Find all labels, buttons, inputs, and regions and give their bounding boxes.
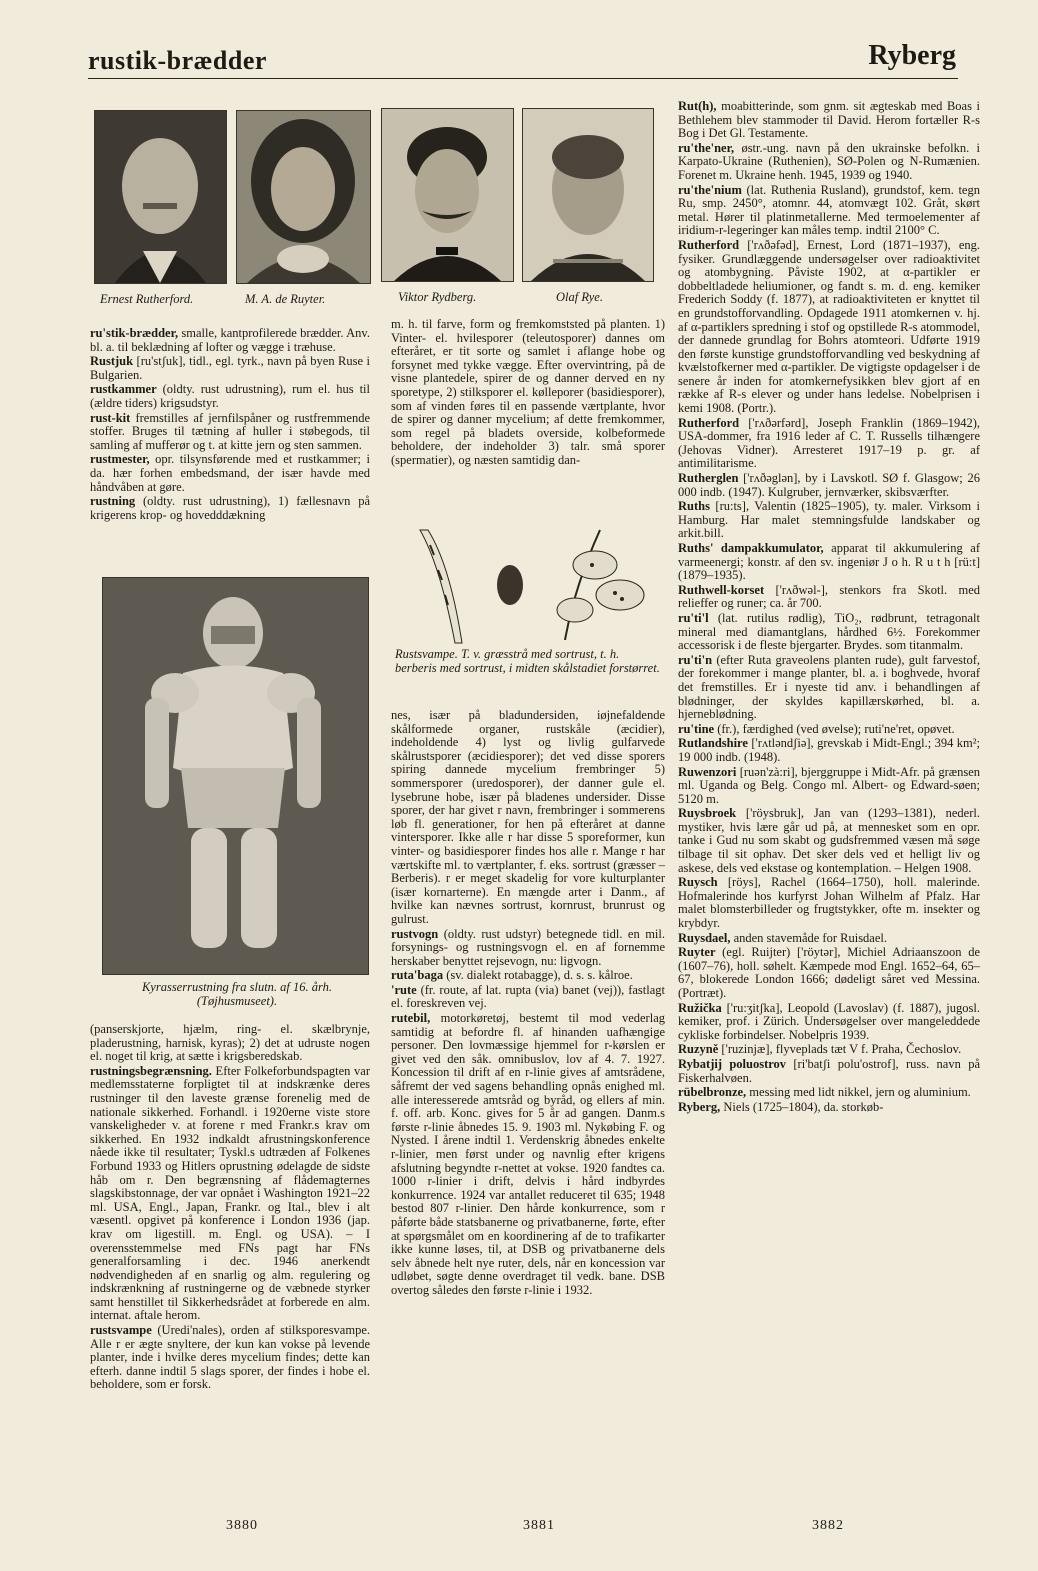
portrait-rutherford-image xyxy=(95,111,226,283)
page-number-right: 3882 xyxy=(812,1518,844,1533)
column-mid-bottom xyxy=(391,709,665,1299)
page-header-left: rustik-brædder xyxy=(88,46,267,75)
entry-rutine: ru'tine (fr.), færdighed (ved øvelse); ruti'ne'ret, opøvet. xyxy=(678,721,955,736)
armor-image xyxy=(103,578,368,974)
entry-rust-kit: rust-kit fremstilles af jernfilspåner og rustfremmende stoffer. Bruges til tætning af huller i støbegods, til samling af mufferør og t. at kitte jern og sten sammen. xyxy=(90,410,370,452)
entry-ruths: Ruths [ru:ts], Valentin (1825–1905), ty. maler. Virksom i Hamburg. Har malet stemningsfulde landskaber og arkit.bill. xyxy=(678,499,980,541)
entry-rustvogn: rustvogn (oldty. rust udstyr) betegnede tidl. en mil. forsynings- og rustningsvogn el. en af fornemme herskaber benyttet rejsevogn, nu: ligvogn. xyxy=(391,926,665,968)
caption-rydberg: Viktor Rydberg. xyxy=(398,290,477,304)
entry-rutherford-ernest: Rutherford ['rʌðəfəd], Ernest, Lord (1871–1937), eng. fysiker. Grundlæggende undersøgelser over radioaktivitet og atombygning. Påviste 1902, at α-partikler er dobbeltladede heliumioner, og fandt s. m. d. eng. kemiker Frederich Soddy (f. 1877), at radioaktiviteten er knyttet til en grundstofforvandling. Opdagede 1911 atomkernen v. hj. af α-partiklers spredning i stof og opstillede R-s atommodel, der dannede grundlag for Bohrs atomteori. Udførte 1919 den første kunstige grundstofforvandling ved beskydning af kvælstofkerner med α-partikler. De vigtigste opdagelser i de senere år inden for atomkernefysikken blev gjort af en række af R-s elever og under hans ledelse. Nobelprisen i kemi 1908. (Portr.). xyxy=(678,237,980,416)
entry-rustmester: rustmester, opr. tilsynsførende med et rustkammer; i da. hær forhen embedsmand, der især havde med håndvåben at gøre. xyxy=(90,452,370,494)
portrait-ruyter-image xyxy=(237,111,370,283)
entry-rustning: rustning (oldty. rust udrustning), 1) fællesnavn på krigerens krop- og hovedddækning xyxy=(90,494,370,522)
entry-rutabaga: ruta'baga (sv. dialekt rotabagge), d. s. s. kålroe. xyxy=(391,968,633,983)
entry-rutebil: rutebil, motorkøretøj, bestemt til mod vederlag samtidig at befordre fl. af hinanden uafhængige personer. Den lovmæssige hjemmel for r-kørslen er givet ved den såk. omnibuslov, lov af 4. 7. 1927. Koncession til drift af en r-linie gives af amtsrådene, såfremt der ved sagens behandling opnås enighed ml. alle interesserede amtsråd og byråd, og ellers af min. f. off. arb. Konc. gives for 5 år ad gangen. Danm.s første r-linie åbnedes 15. 9. 1903 ml. Nykøbing F. og Nysted. I årene indtil 1. Verdenskrig åbnedes enkelte r-linier, men først under og navnlig efter krigens afslutning begyndte r-nettet at vokse. 1920 fandtes ca. 1000 r-linier i drift, delvis i hård indbyrdes konkurrence. 1924 var antallet reduceret til 635; 1948 bestod 807 r-linier. Den hårde konkurrence, som r påførte både statsbanerne og privatbanerne, førte, efter at spørgsmålet om en koordinering af de to trafikarter ikke kunne løses, til, at DSB og privatbanerne dels selv åbnede helt nye ruter, dels, når en koncession var udløbet, søgte denne overdraget til vedk. bane. DSB overtog således den første r-linie i 1932. xyxy=(391,1011,665,1297)
entry-ruysdael: Ruysdael, anden stavemåde for Ruisdael. xyxy=(678,930,887,945)
entry-rutherford-joseph: Rutherford ['rʌðərfərd], Joseph Franklin (1869–1942), USA-dommer, fra 1916 leder af C. T. Russells tilhængere (Jehovas Vidner). Arresteret 1917–19 p. gr. af antimilitarisme. xyxy=(678,415,980,471)
entry-ruthener: ru'the'ner, østr.-ung. navn på den ukrainske befolkn. i Karpato-Ukraine (Ruthenien), SØ-Polen og N-Rumænien. Forenet m. Ukraine henh. 1945, 1939 og 1940. xyxy=(678,140,980,182)
entry-rutin: ru'ti'n (efter Ruta graveolens planten rude), gult farvestof, der forekommer i mange planter, bl. a. i boghvede, hvoraf det fremstilles. Er i nyeste tid anv. i behandlingen af blødninger, der skyldes kapillærskørhed, bl. a. hjerneblødning. xyxy=(678,652,980,722)
entry-rutherglen: Rutherglen ['rʌðəglən], by i Lavskotl. SØ f. Glasgow; 26 000 indb. (1947). Kulgruber, jernværker, skibsværfter. xyxy=(678,471,980,499)
entry-ruwenzori: Ruwenzori [ruən'zà:ri], bjerggruppe i Midt-Afr. på grænsen ml. Uganda og Belg. Congo ml. Albert- og Edward-søen; 5120 m. xyxy=(678,764,980,806)
caption-ruyter: M. A. de Ruyter. xyxy=(245,292,326,306)
rust-illustration xyxy=(400,525,655,645)
page-number-mid: 3881 xyxy=(523,1518,555,1533)
portrait-rutherford xyxy=(94,110,227,284)
entry-rutil: ru'ti'l (lat. rutilus rødlig), TiO₂, rødbrunt, tetragonalt mineral med diamantglans, hårdhed 6½. Forekommer accessorisk i de fleste bjergarter. Brydes. som titanmalm. xyxy=(678,610,980,653)
entry-rustning-cont: (panserskjorte, hjælm, ring- el. skælbrynje, pladerustning, harnisk, kyras); 2) det at udruste nogen el. noget til krig, at sætte i krigsberedskab. xyxy=(90,1022,370,1064)
column-left-bottom xyxy=(90,1023,370,1393)
page-number-left: 3880 xyxy=(226,1518,258,1533)
entry-ruth: Rut(h), moabitterinde, som gnm. sit ægteskab med Boas i Bethlehem blev stammoder til David. Herom fortæller R-s Bog i Det Gl. Testamente. xyxy=(678,99,980,141)
entry-ruths-dampakkumulator: Ruths' dampakkumulator, apparat til akkumulering af varmeenergi; konstr. af den sv. ingeniør J o h. R u t h [rü:t] (1879–1935). xyxy=(678,541,980,583)
portrait-rydberg xyxy=(381,108,514,282)
entry-rybatjij: Rybatjij poluostrov [ri'batʃi polu'ostrof], russ. navn på Fiskerhalvøen. xyxy=(678,1056,980,1085)
entry-rustsvampe-cont: m. h. til farve, form og fremkomststed på planten. 1) Vinter- el. hvilesporer (teleutosporer) dannes om efteråret, er tit sorte og samlet i aflange hobe og forsynet med tykke vægge. Efter overvintring, på de visne plantedele, spirer de og danner derved en ny sporetype, 2) stilksporer el. kølleporer (basidiesporer), som af vinden føres til en passende værtplante, hvor de spirer og danner mycelium; af dette fremkommer, som regel på bladets overside, kolbeformede beholdere, der indeholder 3) talr. små sporer (spermatier), og næsten samtidig dan- xyxy=(391,317,665,467)
armor-illustration xyxy=(102,577,369,975)
portrait-rye-image xyxy=(523,109,653,281)
caption-rutherford: Ernest Rutherford. xyxy=(100,292,194,306)
entry-ruzicka: Ružička ['ru:ʒitʃka], Leopold (Lavoslav) (f. 1887), jugosl. kemiker, prof. i Zürich. Undersøgelser over mangeleddede cykliske forbindelser. Nobelpris 1939. xyxy=(678,1000,980,1042)
entry-rubelbronze: rübelbronze, messing med lidt nikkel, jern og aluminium. xyxy=(678,1085,971,1100)
caption-rye: Olaf Rye. xyxy=(556,290,603,304)
column-right xyxy=(678,100,980,1115)
portrait-ruyter xyxy=(236,110,371,284)
entry-ruzyne: Ruzyně ['ruzinjæ], flyveplads tæt V f. Praha, Čechoslov. xyxy=(678,1042,962,1057)
entry-rustik-braedder: ru'stik-brædder, smalle, kantprofilerede brædder. Anv. bl. a. til beklædning af lofter og vægge i træhuse. xyxy=(90,326,370,354)
entry-rustsvampe: rustsvampe (Uredi'nales), orden af stilksporesvampe. Alle r er ægte snyltere, der kun kan vokse på levende planter, inde i hvilke deres mycelium findes; dette kan efterh. danne indtil 5 slags sporer, der findes i hobe el. beholdere, som er forsk. xyxy=(90,1323,370,1392)
entry-ruysch: Ruysch [röys], Rachel (1664–1750), holl. malerinde. Hofmalerinde hos kurfyrst Johan Wilhelm af Pfalz. Har malet blomsterbilleder og frugtstykker, ofte m. insekter og krybdyr. xyxy=(678,875,980,931)
portrait-rye xyxy=(522,108,654,282)
entry-rustjuk: Rustjuk [ru'stʃuk], tidl., egl. tyrk., navn på byen Ruse i Bulgarien. xyxy=(90,354,370,382)
entry-ruthwell-korset: Ruthwell-korset ['rʌðwəl-], stenkors fra Skotl. med relieffer og runer; ca. år 700. xyxy=(678,582,980,611)
entry-ruthenium: ru'the'nium (lat. Ruthenia Rusland), grundstof, kem. tegn Ru, smp. 2450°, atomnr. 44, atomvægt 102. Gråt, skørt metal. Hører til platinmetallerne. Med termoelementer af iridium-r-legeringer kan måles temp. indtil 2100° C. xyxy=(678,182,980,238)
entry-ruysbroek: Ruysbroek ['röysbruk], Jan van (1293–1381), nederl. mystiker, hvis lære går ud på, at mennesket som en opr. tanke i Gud nu som skabt og gudsfremmed væsen må søge tilbage til sit ophav. Det sker dels ved et helligt liv og askese, dels ved ekstase og kontemplation. – Helgen 1908. xyxy=(678,806,980,875)
entry-rustningsbegraensning: rustningsbegrænsning. Efter Folkeforbundspagten var medlemsstaterne forpligtet til at indskrænke deres rustninger til den laveste grænse forenelig med de nationale sikkerhed. Forhandl. i 1920erne viste store vanskeligheder v. at forene r med Frankr.s krav om sikkerhed. En 1932 indkaldt afrustningskonference nåede ikke til resultater; Tyskl.s udtræden af Folkenes Forbund 1933 og Hitlers oprustning ødelagde de sidste håb om r. Den begrænsning af flådemagternes slagskibstonnage, der var opnået i Washington 1921–22 ml. USA, Engl., Japan, Frankr. og Ital., blev i alt væsentl. opgivet på konference i London 1936 (jap. krav om ligestill. m. Engl. og USA). – I overensstemmelse med FNs pagt har FNs generalforsamling i dec. 1946 anerkendt nødvendigheden af en snarlig og alm. regulering og indskrænkning af rustningerne og de væbnede styrker samt henstillet til Sikkerhedsrådet at forberede en alm. internat. aftale herom. xyxy=(90,1063,370,1323)
entry-rute: 'rute (fr. route, af lat. rupta (via) banet (vej)), fastlagt el. foreskreven vej. xyxy=(391,982,665,1011)
column-mid-top xyxy=(391,318,665,469)
caption-armor: Kyrasserrustning fra slutn. af 16. årh. (Tøjhusmuseet). xyxy=(141,980,333,1008)
header-rule xyxy=(88,78,958,79)
entry-ruyter: Ruyter (egl. Ruijter) ['röytər], Michiel Adriaanszoon de (1607–76), holl. søhelt. Kæmpede mod Engl. 1652–64, 65–67, blokerede London 1666; dødeligt såret ved Messina. (Portræt). xyxy=(678,945,980,1000)
entry-rustkammer: rustkammer (oldty. rust udrustning), rum el. hus til (ældre tiders) krigsudstyr. xyxy=(90,382,370,410)
entry-rust-spores: nes, især på bladundersiden, iøjnefaldende skålformede organer, rustskåle (æcidier), indeholdende 4) lyst og livlig gulfarvede skålrustsporer (æcidiesporer); det ved disse sporers spiring dannede mycelium frembringer 5) sommersporer (uredosporer), der danner gule el. lysebrune hobe, især på bladenes undersider. Disse sporer, der har givet r navn, frembringer i sommerens løb fl. generationer, for hen på efteråret at danne vintersporer. Ikke alle r har disse 5 sporeformer, kun vinter- og basidiesporer findes hos alle r. Mange r har værtskifte ml. to værtplanter, f. eks. sortrust (græsser – Berberis). r er meget skadelig for vore kulturplanter (især kornarterne). En mængde arter i Danm., af hvilke kan nævnes sortrust, kornrust, brunrust og gulrust. xyxy=(391,708,665,926)
page-header-right: Ryberg xyxy=(868,40,956,71)
caption-rust: Rustsvampe. T. v. græsstrå med sortrust, t. h. berberis med sortrust, i midten skålstadiet forstørret. xyxy=(395,647,660,675)
portrait-rydberg-image xyxy=(382,109,513,281)
column-left-top xyxy=(90,327,370,523)
entry-rutlandshire: Rutlandshire ['rʌtləndʃiə], grevskab i Midt-Engl.; 394 km²; 19 000 indb. (1948). xyxy=(678,736,980,764)
rust-image xyxy=(400,525,655,645)
entry-ryberg: Ryberg, Niels (1725–1804), da. storkøb- xyxy=(678,1099,884,1114)
